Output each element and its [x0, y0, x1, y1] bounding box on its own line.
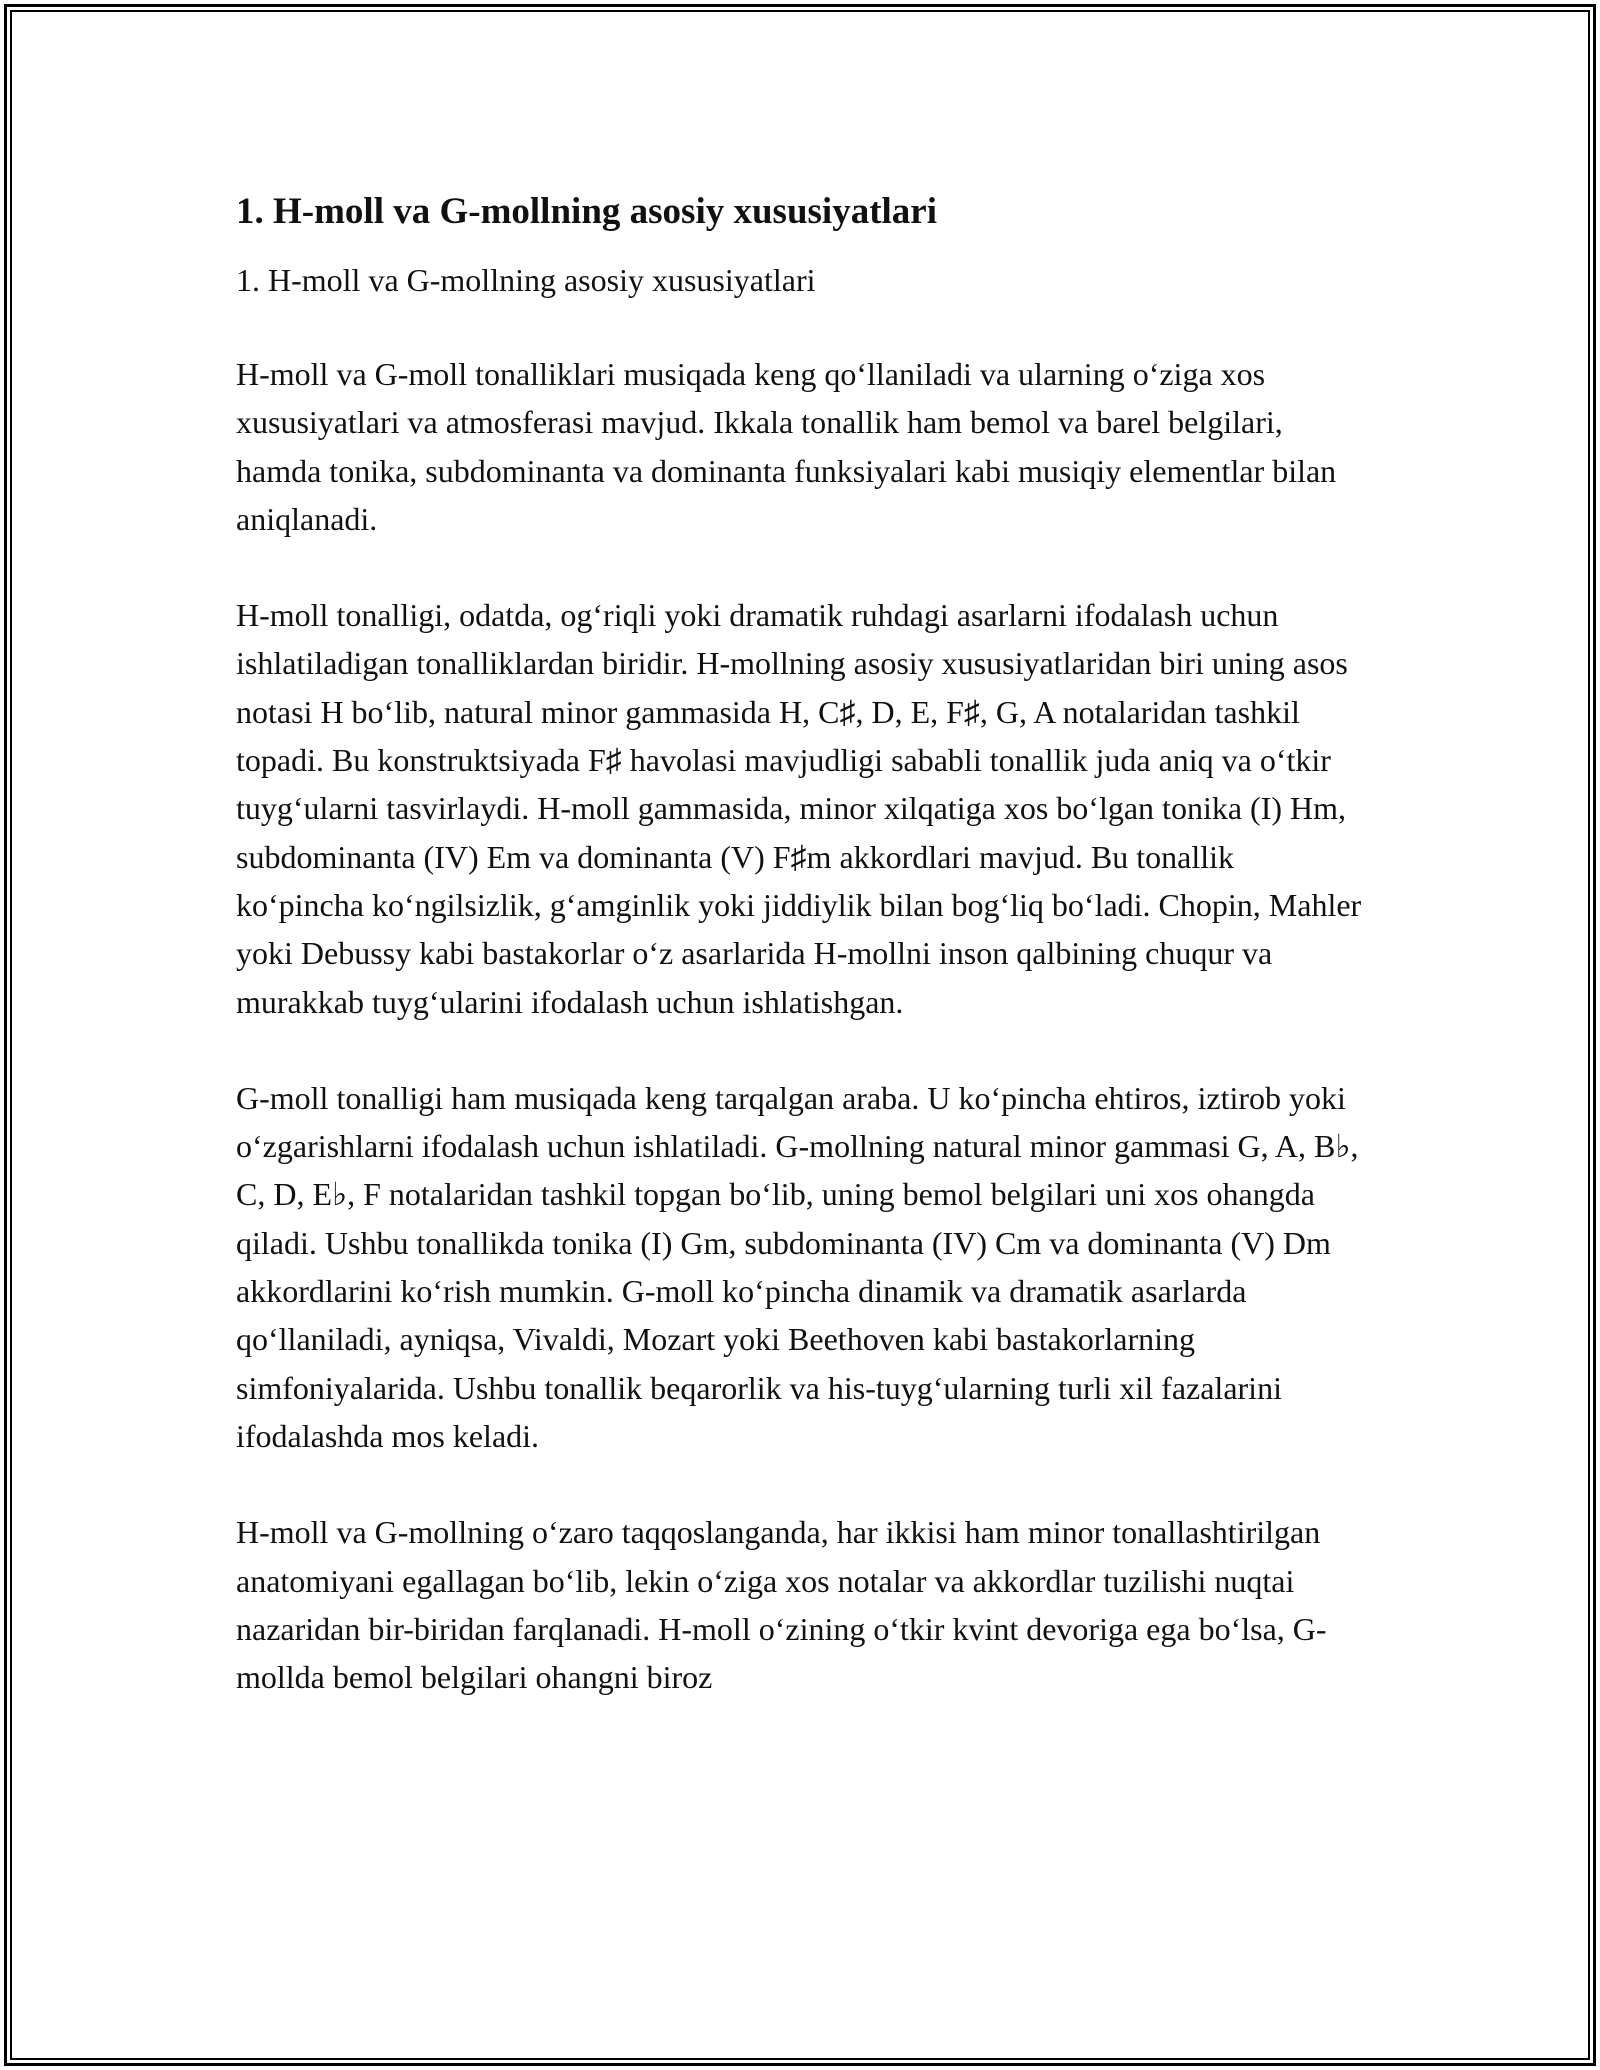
section-heading: 1. H-moll va G-mollning asosiy xususiyatlari: [236, 191, 938, 232]
paragraph-h-moll: H-moll tonalligi, odatda, og‘riqli yoki dramatik ruhdagi asarlarni ifodalash uchun ishlatiladigan tonalliklardan biridir. H-mollning asosiy xususiyatlaridan biri uning asos notasi H bo‘lib, natural minor gammasida H, C♯, D, E, F♯, G, A notalaridan tashkil topadi. Bu konstruktsiyada F♯ havolasi mavjudligi sababli tonallik juda aniq va o‘tkir tuyg‘ularni tasvirlaydi. H-moll gammasida, minor xilqatiga xos bo‘lgan tonika (I) Hm, subdominanta (IV) Em va dominanta (V) F♯m akkordlari mavjud. Bu tonallik ko‘pincha ko‘ngilsizlik, g‘amginlik yoki jiddiylik bilan bog‘liq bo‘ladi. Chopin, Mahler yoki Debussy kabi bastakorlar o‘z asarlarida H-mollni inson qalbining chuqur va murakkab tuyg‘ularini ifodalash uchun ishlatishgan.: [236, 597, 1362, 1020]
paragraph-intro: H-moll va G-moll tonalliklari musiqada keng qo‘llaniladi va ularning o‘ziga xos xususiyatlari va atmosferasi mavjud. Ikkala tonallik ham bemol va barel belgilari, hamda tonika, subdominanta va dominanta funksiyalari kabi musiqiy elementlar bilan aniqlanadi.: [236, 356, 1337, 537]
paragraph-comparison: H-moll va G-mollning o‘zaro taqqoslanganda, har ikkisi ham minor tonallashtirilgan anatomiyani egallagan bo‘lib, lekin o‘ziga xos notalar va akkordlar tuzilishi nuqtai nazaridan bir-biridan farqlanadi. H-moll o‘zining o‘tkir kvint devoriga ega bo‘lsa, G-mollda bemol belgilari ohangni biroz: [236, 1514, 1327, 1696]
document-body: [236, 190, 1366, 1701]
section-subheading: 1. H-moll va G-mollning asosiy xususiyatlari: [236, 262, 816, 298]
paragraph-g-moll: G-moll tonalligi ham musiqada keng tarqalgan araba. U ko‘pincha ehtiros, iztirob yoki o‘zgarishlarni ifodalash uchun ishlatiladi. G-mollning natural minor gammasi G, A, B♭, C, D, E♭, F notalaridan tashkil topgan bo‘lib, uning bemol belgilari uni xos ohangda qiladi. Ushbu tonallikda tonika (I) Gm, subdominanta (IV) Cm va dominanta (V) Dm akkordlarini ko‘rish mumkin. G-moll ko‘pincha dinamik va dramatik asarlarda qo‘llaniladi, ayniqsa, Vivaldi, Mozart yoki Beethoven kabi bastakorlarning simfoniyalarida. Ushbu tonallik beqarorlik va his-tuyg‘ularning turli xil fazalarini ifodalashda mos keladi.: [236, 1079, 1359, 1454]
